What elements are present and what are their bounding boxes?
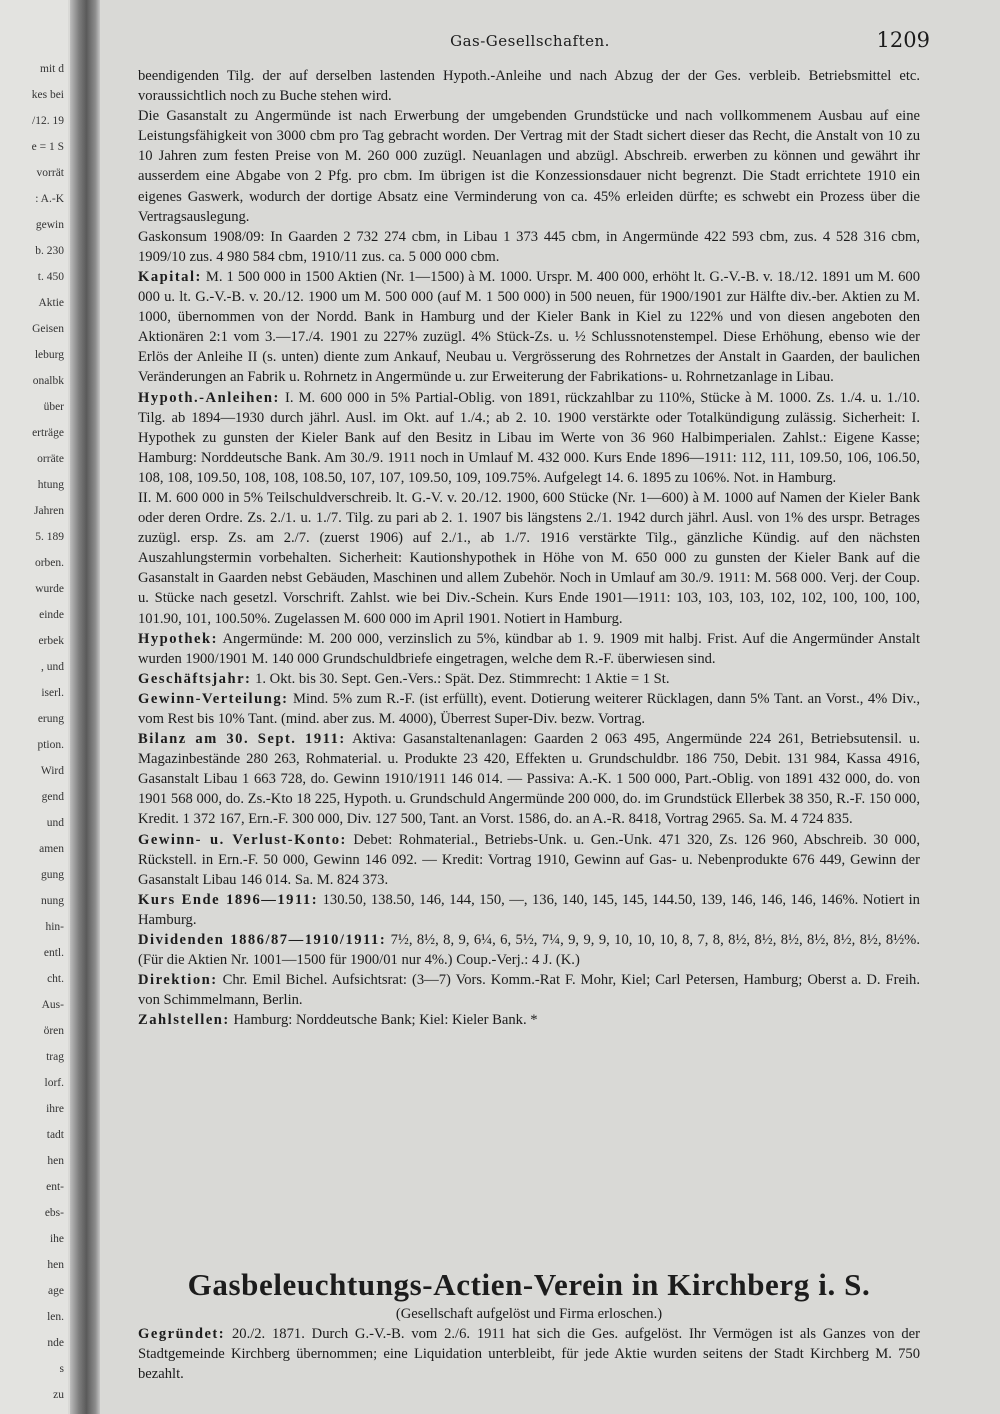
paragraph-text: Gaskonsum 1908/09: In Gaarden 2 732 274 cbm, in Libau 1 373 445 cbm, in Angermünde 422 593 cbm, zus. 4 528 316 cbm, 1909/10 zus. 4 980 584 cbm, 1910/11 zus. ca. 5 000 000 cbm.: [138, 228, 920, 265]
paragraph-text: 7½, 8½, 8, 9, 6¼, 6, 5½, 7¼, 9, 9, 9, 10, 10, 10, 8, 7, 8, 8½, 8½, 8½, 8½, 8½, 8½, 8½%. (Für die Aktien Nr. 1001—1500 für 1900/01 nur 4%.) Coup.-Verj.: 4 J. (K.): [138, 932, 920, 969]
paragraph-label: Geschäftsjahr:: [138, 670, 252, 687]
facing-page-fragment: 5. 189: [35, 531, 64, 543]
facing-page-fragment: zu: [53, 1389, 64, 1401]
facing-page-fragment: len.: [47, 1311, 64, 1323]
facing-page-fragment: hin-: [45, 921, 64, 933]
company-founded-paragraph: [138, 1324, 920, 1384]
paragraph-text: Aktiva: Gasanstaltenanlagen: Gaarden 2 063 495, Angermünde 224 261, Betriebsutensil. u. Magazinbestände 280 263, Rohmaterial. u. Produkte 23 420, Effekten u. Grundschuldbr. 186 750, Debit. 131 984, Kassa 4916, Gasanstalt Libau 1 663 728, do. Gewinn 1910/1911 146 014. — Passiva: A.-K. 1 500 000, Part.-Oblig. von 1891 432 000, do. von 1901 568 000, do. Zs.-Kto 18 225, Hypoth. u. Grundschuld Angermünde 200 000, do. im Grundstück Ellerbek 38 350, R.-F. 150 000, Kredit. 1 372 167, Ern.-F. 300 000, Div. 127 500, Tant. an Vorst. 1586, do. an A.-R. 8418, Vortrag 2965. Sa. M. 4 724 835.: [138, 731, 920, 828]
facing-page-fragment: cht.: [47, 973, 64, 985]
paragraph-label: Gewinn-Verteilung:: [138, 690, 289, 707]
paragraph-text: Debet: Rohmaterial., Betriebs-Unk. u. Gen.-Unk. 471 320, Zs. 126 960, Abschreib. 30 000, Rückstell. in Ern.-F. 50 000, Gewinn 146 092. — Kredit: Vortrag 1910, Gewinn auf Gas- u. Nebenprodukte 676 449, Gewinn der Gasanstalt Libau 146 014. Sa. M. 824 373.: [138, 831, 920, 888]
article-paragraph: [138, 629, 920, 669]
article-paragraph: [138, 729, 920, 829]
facing-page-fragment: orräte: [37, 453, 64, 465]
facing-page-fragment: wurde: [35, 583, 64, 595]
article-paragraph: [138, 267, 920, 388]
paragraph-label: Kapital:: [138, 268, 202, 285]
facing-page-fragment: leburg: [34, 349, 64, 361]
facing-page-fragment: Aus-: [41, 999, 64, 1011]
facing-page-fragment: nung: [41, 895, 64, 907]
article-paragraph: [138, 1010, 920, 1030]
paragraph-label: Hypoth.-Anleihen:: [138, 389, 280, 406]
article-paragraph: [138, 66, 920, 106]
page-number: 1209: [876, 28, 930, 52]
facing-page-fragment: Jahren: [33, 505, 64, 517]
paragraph-label: Kurs Ende 1896—1911:: [138, 891, 319, 908]
paragraph-text: I. M. 600 000 in 5% Partial-Oblig. von 1891, rückzahlbar zu 110%, Stücke à M. 1000. Zs. 1./4. u. 1./10. Tilg. ab 1894—1930 durch jährl. Ausl. im Okt. auf 1./4.; ab 2. 10. 1900 verstärkte oder Totalkündigung zulässig. Sicherheit: I. Hypothek zu gunsten der Kieler Bank auf den Besitz in Libau im Werte von 36 960 Halbimperialen. Zahlst.: Eigene Kasse; Hamburg: Norddeutsche Bank. Am 30./9. 1911 noch in Umlauf M. 432 000. Kurs Ende 1896—1911: 112, 111, 109.50, 106, 106.50, 108, 108, 109.50, 108, 108, 108.50, 107, 107, 109.50, 109, 109.75%. Aufgelegt 14. 6. 1895 zu 106%. Not. in Hamburg.: [138, 389, 920, 486]
facing-page-fragment: e = 1 S: [31, 141, 64, 153]
founded-label: Gegründet:: [138, 1326, 226, 1342]
facing-page-fragment: mit d: [40, 63, 64, 75]
facing-page-fragment: einde: [39, 609, 64, 621]
paragraph-text: II. M. 600 000 in 5% Teilschuldverschreib. lt. G.-V. v. 20./12. 1900, 600 Stücke (Nr. 1—600) à M. 1000 auf Namen der Kieler Bank oder deren Ordre. Zs. 2./1. u. 1./7. Tilg. zu pari ab 2. 1. 1907 bis längstens 2./1. 1942 durch jährl. Ausl. von 1% des urspr. Betrages zuzügl. ersp. Zs. am 2./7. (zuerst 1906) auf 2./1., ab 1./7. 1916 verstärkte Tilg., gänzliche Kündig. auf den nächsten Auszahlungstermin vorbehalten. Sicherheit: Kautionshypothek in Höhe von M. 650 000 zu gunsten der Kieler Bank auf die Gasanstalt in Gaarden nebst Gebäuden, Maschinen und allem Zubehör. Noch in Umlauf am 30./9. 1911: M. 568 000. Verj. der Coup. u. Stücke nach gesetzl. Vorschrift. Zahlst. wie bei Div.-Schein. Kurs Ende 1901—1911: 103, 103, 103, 102, 102, 100, 100, 100, 101.90, 101, 100.50%. Zugelassen M. 600 000 im April 1901. Notiert in Hamburg.: [138, 489, 920, 627]
facing-page-fragment: und: [46, 817, 64, 829]
facing-page-fragment: erbek: [38, 635, 64, 647]
facing-page-fragment: ption.: [37, 739, 64, 751]
facing-page-fragment: entl.: [43, 947, 64, 959]
facing-page-fragment: vorrät: [36, 167, 64, 179]
facing-page-fragment: ent-: [46, 1181, 64, 1193]
facing-page-fragment: gewin: [35, 219, 64, 231]
facing-page-fragment: htung: [37, 479, 64, 491]
article-paragraph: [138, 689, 920, 729]
paragraph-text: beendigenden Tilg. der auf derselben lastenden Hypoth.-Anleihe und nach Abzug der der Ges. verbleib. Betriebsmittel etc. voraussichtlich noch zu Buche stehen wird.: [138, 68, 920, 105]
paragraph-text: Hamburg: Norddeutsche Bank; Kiel: Kieler Bank. *: [233, 1012, 538, 1029]
facing-page-fragment: ihe: [49, 1233, 64, 1245]
facing-page-fragment: /12. 19: [32, 115, 64, 127]
article-paragraph: [138, 669, 920, 689]
facing-page-fragment: age: [48, 1285, 64, 1297]
paragraph-label: Gewinn- u. Verlust-Konto:: [138, 831, 347, 848]
facing-page-fragment: Wird: [40, 765, 64, 777]
running-title: Gas-Gesellschaften.: [450, 32, 610, 50]
paragraph-text: M. 1 500 000 in 1500 Aktien (Nr. 1—1500) à M. 1000. Urspr. M. 400 000, erhöht lt. G.-V.-B. v. 18./12. 1891 um M. 600 000 u. lt. G.-V.-B. v. 20./12. 1900 um M. 500 000 (auf M. 1 500 000) in 500 neuen, für 1900/1901 zur Hälfte div.-ber. Aktien zu M. 1000, übernommen von der Nordd. Bank in Hamburg und der Kieler Bank in Kiel zu 122% und von diesen angeboten den Aktionären 2:1 vom 3.—17./4. 1901 zu 227% zuzügl. 4% Stück-Zs. u. ½ Schlussnotenstempel. Diese Erhöhung, ebenso wie der Erlös der Anleihe II (s. unten) diente zum Ankauf, Neubau u. Vergrösserung des Rohrnetzes der Anstalt in Gaarden, der baulichen Veränderungen an Fabrik u. Rohrnetz in Angermünde u. zur Erweiterung der Fabrikations- u. Rohrnetzanlage in Libau.: [138, 268, 920, 386]
facing-page-fragment: trag: [46, 1051, 64, 1063]
paragraph-label: Dividenden 1886/87—1910/1911:: [138, 932, 387, 949]
article-paragraph: [138, 488, 920, 629]
facing-page-fragment: Aktie: [38, 297, 64, 309]
facing-page-fragment: nde: [47, 1337, 64, 1349]
article-paragraph: [138, 227, 920, 267]
facing-page-fragment: über: [43, 401, 64, 413]
paragraph-label: Bilanz am 30. Sept. 1911:: [138, 731, 346, 748]
left-page-margin: [0, 0, 68, 1414]
facing-page-fragment: s: [59, 1363, 64, 1375]
article-paragraph: [138, 388, 920, 488]
page-header: [130, 28, 930, 56]
facing-page-fragment: amen: [39, 843, 64, 855]
facing-page-fragment: gend: [41, 791, 64, 803]
paragraph-text: Die Gasanstalt zu Angermünde ist nach Erwerbung der umgebenden Grundstücke und nach vollkommenem Ausbau auf eine Leistungsfähigkeit von 3000 cbm pro Tag gebracht worden. Der Vertrag mit der Stadt sichert dieser das Recht, die Anstalt von 10 zu 10 Jahren zum festen Preise von M. 260 000 zuzügl. Neuanlagen und abzügl. Abschreib. erwerben zu können und gewährt ihr ausserdem eine Abgabe von 2 Pfg. pro cbm. Im übrigen ist die Konzessionsdauer nicht begrenzt. Die Stadt errichtete 1910 ein eigenes Gaswerk, wodurch der dortige Absatz eine Verminderung von ca. 45% erleiden dürfte; es schwebt ein Prozess über die Vertragsauslegung.: [138, 108, 920, 225]
paragraph-text: Angermünde: M. 200 000, verzinslich zu 5%, kündbar ab 1. 9. 1909 mit halbj. Frist. Auf die Angermünder Anstalt wurden 1900/1901 M. 140 000 Grundschuldbriefe eingetragen, welche dem R.-F. überwiesen sind.: [138, 630, 920, 667]
facing-page-fragment: kes bei: [31, 89, 64, 101]
facing-page-fragment: erung: [37, 713, 64, 725]
article-paragraph: [138, 830, 920, 890]
facing-page-fragment: ören: [43, 1025, 64, 1037]
article-paragraph: [138, 930, 920, 970]
paragraph-label: Hypothek:: [138, 630, 218, 647]
founded-text: 20./2. 1871. Durch G.-V.-B. vom 2./6. 1911 hat sich die Ges. aufgelöst. Ihr Vermögen ist als Ganzes von der Stadtgemeinde Kirchberg übernommen; eine Liquidation unterbleibt, für jede Aktie wurden seitens der Stadt Kirchberg M. 750 bezahlt.: [138, 1326, 920, 1383]
paragraph-text: 130.50, 138.50, 146, 144, 150, —, 136, 140, 145, 145, 144.50, 139, 146, 146, 146, 146%. Notiert in Hamburg.: [138, 891, 920, 928]
facing-page-fragment: iserl.: [41, 687, 64, 699]
paragraph-text: Mind. 5% zum R.-F. (ist erfüllt), event. Dotierung weiterer Rücklagen, dann 5% Tant. an Vorst., 4% Div., vom Rest bis 10% Tant. (mind. aber zus. M. 4000), Überrest Super-Div. bezw. Vortrag.: [138, 690, 921, 727]
facing-page-fragment: onalbk: [32, 375, 64, 387]
facing-page-fragment: t. 450: [37, 271, 64, 283]
facing-page-fragment: : A.-K: [35, 193, 64, 205]
company-entry: [138, 1266, 920, 1384]
paragraph-label: Zahlstellen:: [138, 1012, 230, 1029]
facing-page-fragment: lorf.: [44, 1077, 64, 1089]
book-gutter: [70, 0, 100, 1414]
article-paragraph: [138, 890, 920, 930]
company-subtitle: (Gesellschaft aufgelöst und Firma erloschen.): [395, 1306, 663, 1322]
facing-page-fragment: tadt: [46, 1129, 64, 1141]
facing-page-fragment: , und: [41, 661, 64, 673]
facing-page-fragment: b. 230: [35, 245, 64, 257]
facing-page-fragment: orben.: [34, 557, 64, 569]
facing-page-fragment: hen: [47, 1155, 64, 1167]
facing-page-fragment: ihre: [46, 1103, 64, 1115]
facing-page-fragment: gung: [41, 869, 64, 881]
article-paragraph: [138, 106, 920, 227]
facing-page-fragment: erträge: [32, 427, 64, 439]
company-title: Gasbeleuchtungs-Actien-Verein in Kirchberg i. S.: [187, 1267, 871, 1302]
article-body: [138, 66, 920, 1031]
paragraph-text: Chr. Emil Bichel. Aufsichtsrat: (3—7) Vors. Komm.-Rat F. Mohr, Kiel; Carl Petersen, Hamburg; Oberst a. D. Freih. von Schimmelmann, Berlin.: [138, 972, 920, 1009]
facing-page-fragment: hen: [47, 1259, 64, 1271]
facing-page-fragment: ebs-: [44, 1207, 64, 1219]
paragraph-text: 1. Okt. bis 30. Sept. Gen.-Vers.: Spät. Dez. Stimmrecht: 1 Aktie = 1 St.: [255, 670, 670, 687]
paragraph-label: Direktion:: [138, 972, 218, 989]
facing-page-fragment: Geisen: [32, 323, 64, 335]
article-paragraph: [138, 970, 920, 1010]
